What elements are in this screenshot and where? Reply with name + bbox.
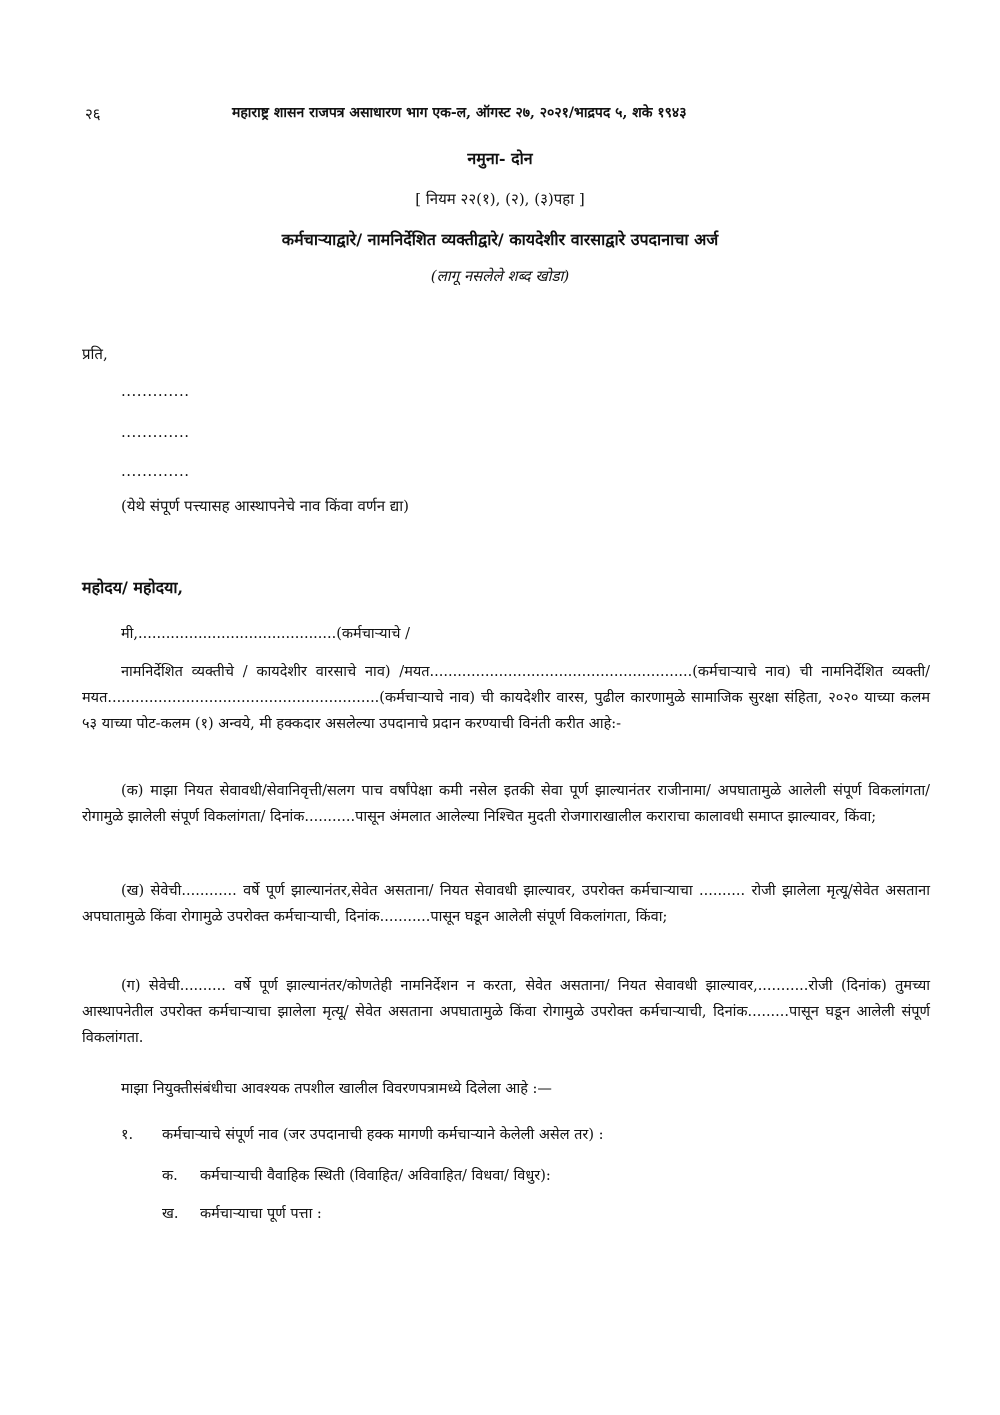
gazette-header: महाराष्ट्र शासन राजपत्र असाधारण भाग एक-ल, ऑगस्ट २७, २०२१/भाद्रपद ५, शके १९४३ <box>232 105 687 121</box>
item-1-text: कर्मचाऱ्याचे संपूर्ण नाव (जर उपदानाची हक्क मागणी कर्मचाऱ्याने केलेली असेल तर) : <box>162 1127 604 1143</box>
clause-kh-paragraph: (ख) सेवेची............ वर्षे पूर्ण झाल्यानंतर,सेवेत असताना/ नियत सेवावधी झाल्यावर, उपरोक्त कर्मचाऱ्याचा .......... रोजी झालेला मृत्यू/सेवेत असताना अपघातामुळे किंवा रोगामुळे उपरोक्त कर्मचाऱ्याची, दिनांक...........पासून घडून आलेली संपूर्ण विकलांगता, किंवा; <box>82 883 930 925</box>
address-line-1: ............. <box>121 382 190 400</box>
clause-k-paragraph: (क) माझा नियत सेवावधी/सेवानिवृत्ती/सलग पाच वर्षांपेक्षा कमी नसेल इतकी सेवा पूर्ण झाल्यानंतर राजीनामा/ अपघातामुळे आलेली संपूर्ण विकलांगता/ रोगामुळे झालेली संपूर्ण विकलांगता/ दिनांक...........पासून अंमलात आलेल्या निश्चित मुदती रोजगाराखालील कराराचा कालावधी समाप्त झाल्यावर, किंवा; <box>82 783 930 825</box>
form-title: कर्मचाऱ्याद्वारे/ नामनिर्देशित व्यक्तीद्वारे/ कायदेशीर वारसाद्वारे उपदानाचा अर्ज <box>281 230 719 249</box>
item-1-number: १. <box>121 1127 134 1143</box>
request-paragraph: नामनिर्देशित व्यक्तीचे / कायदेशीर वारसाचे नाव) /मयत.........................................................(कर्मचाऱ्याचे नाव) ची नामनिर्देशित व्यक्ती/ मयत...........................................................(कर्मचाऱ्याचे नाव) ची कायदेशीर वारस, पुढील कारणामुळे सामाजिक सुरक्षा संहिता, २०२० याच्या कलम ५३ याच्या पोट-कलम (१) अन्वये, मी हक्कदार असलेल्या उपदानाचे प्रदान करण्याची विनंती करीत आहे:- <box>82 664 930 732</box>
rule-reference: [ नियम २२(१), (२), (३)पहा ] <box>415 190 585 208</box>
sub-item-b-letter: ख. <box>162 1206 179 1222</box>
sub-item-b-text: कर्मचाऱ्याचा पूर्ण पत्ता : <box>200 1206 322 1222</box>
applicant-line: मी,...........................................(कर्मचाऱ्याचे / <box>121 626 411 642</box>
address-line-3: ............. <box>121 462 190 480</box>
salutation: महोदय/ महोदया, <box>82 578 184 597</box>
sub-item-a-letter: क. <box>162 1168 178 1184</box>
strike-note: (लागू नसलेले शब्द खोडा) <box>430 267 570 285</box>
clause-g-paragraph: (ग) सेवेची.......... वर्षे पूर्ण झाल्यानंतर/कोणतेही नामनिर्देशन न करता, सेवेत असताना/ नियत सेवावधी झाल्यावर,...........रोजी (दिनांक) तुमच्या आस्थापनेतील उपरोक्त कर्मचाऱ्याचा झालेला मृत्यू/ सेवेत असताना अपघातामुळे किंवा रोगामुळे उपरोक्त कर्मचाऱ्याची, दिनांक.........पासून घडून आलेली संपूर्ण विकलांगता. <box>82 978 930 1046</box>
form-number: नमुना- दोन <box>467 149 533 168</box>
address-to: प्रति, <box>82 345 108 363</box>
page-number: २६ <box>85 105 101 123</box>
address-line-2: ............. <box>121 423 190 441</box>
sub-item-a-text: कर्मचाऱ्याची वैवाहिक स्थिती (विवाहित/ अविवाहित/ विधवा/ विधुर): <box>200 1168 551 1184</box>
address-note: (येथे संपूर्ण पत्त्यासह आस्थापनेचे नाव किंवा वर्णन द्या) <box>121 497 409 515</box>
details-intro: माझा नियुक्तीसंबंधीचा आवश्यक तपशील खालील विवरणपत्रामध्ये दिलेला आहे :— <box>121 1081 552 1097</box>
